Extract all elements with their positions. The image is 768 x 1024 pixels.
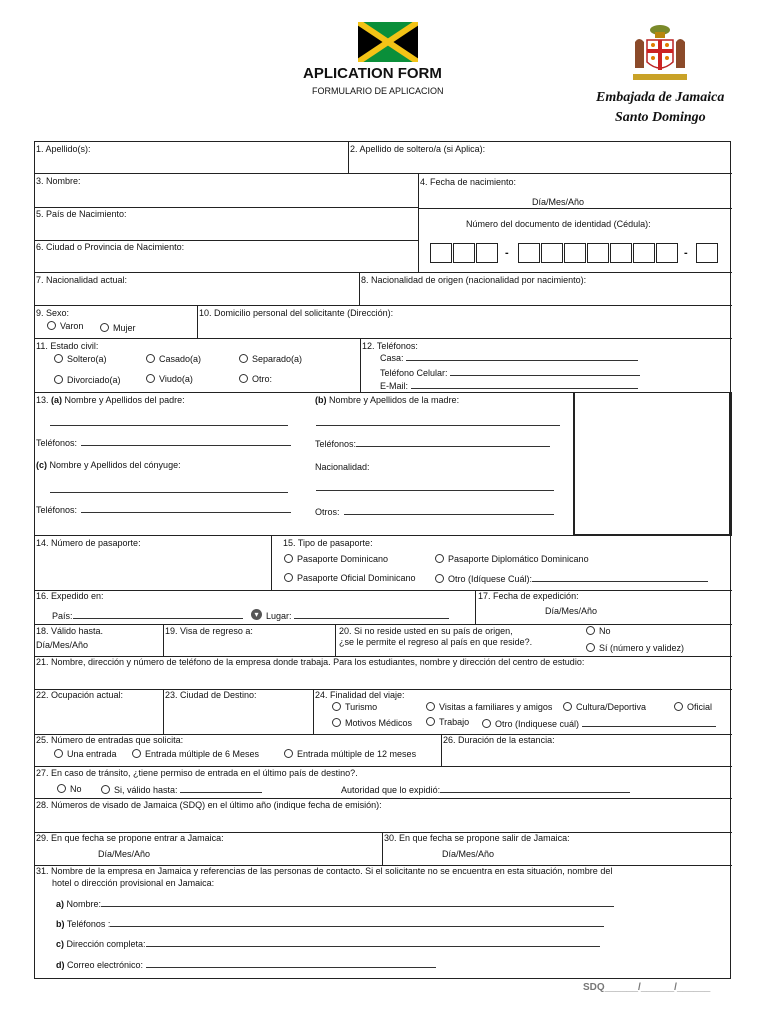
sex-option-mujer[interactable]: Mujer: [100, 323, 136, 333]
field-15-label: 15. Tipo de pasaporte:: [283, 538, 373, 548]
field-21-label: 21. Nombre, dirección y número de teléfono de la empresa donde trabaja. Para los estudiantes, nombre y dirección del centro de estudio:: [36, 657, 585, 667]
radio-icon[interactable]: [54, 354, 63, 363]
entries-6-meses[interactable]: Entrada múltiple de 6 Meses: [132, 749, 259, 759]
jamaica-flag-icon: [358, 22, 418, 62]
id-digit-box[interactable]: [564, 243, 586, 263]
radio-icon[interactable]: [47, 321, 56, 330]
radio-icon[interactable]: [54, 375, 63, 384]
contact-address[interactable]: c) Dirección completa:: [56, 938, 600, 949]
field-13a-label: 13. (a) Nombre y Apellidos del padre:: [36, 395, 185, 405]
radio-icon[interactable]: [239, 374, 248, 383]
radio-icon[interactable]: [426, 702, 435, 711]
field-4-hint: Día/Mes/Año: [532, 197, 585, 207]
father-name-line[interactable]: [50, 425, 288, 426]
field-5-label: 5. País de Nacimiento:: [36, 209, 127, 219]
purpose-otro[interactable]: Otro (Indiquese cuál): [482, 718, 716, 729]
passport-option-oficial[interactable]: Pasaporte Oficial Dominicano: [284, 573, 416, 583]
purpose-oficial[interactable]: Oficial: [674, 702, 712, 712]
mother-phone[interactable]: Teléfonos:: [315, 438, 550, 449]
field-20-line1: 20. Si no reside usted en su país de origen,: [339, 626, 513, 636]
field-10-label: 10. Domicilio personal del solicitante (Dirección):: [199, 308, 394, 318]
passport-option-diplomatico[interactable]: Pasaporte Diplomático Dominicano: [435, 554, 589, 564]
field-20-line2: ¿se le permite el regreso al país en que reside?.: [339, 637, 533, 647]
radio-icon[interactable]: [586, 626, 595, 635]
field-13c-label: (c) Nombre y Apellidos del cónyuge:: [36, 460, 181, 470]
radio-icon[interactable]: [239, 354, 248, 363]
field-2-label: 2. Apellido de soltero/a (si Aplica):: [350, 144, 486, 154]
civil-option-soltero[interactable]: Soltero(a): [54, 354, 107, 364]
radio-icon[interactable]: [435, 574, 444, 583]
purpose-visitas[interactable]: Visitas a familiares y amigos: [426, 702, 552, 712]
purpose-cultura[interactable]: Cultura/Deportiva: [563, 702, 646, 712]
field-29-label: 29. En que fecha se propone entrar a Jamaica:: [36, 833, 224, 843]
field-31-line2: hotel o dirección provisional en Jamaica:: [52, 878, 215, 888]
radio-icon[interactable]: [54, 749, 63, 758]
field-18-label: 18. Válido hasta.: [36, 626, 104, 636]
others-field[interactable]: Otros:: [315, 506, 554, 517]
radio-icon[interactable]: [146, 374, 155, 383]
mother-name-line[interactable]: [316, 425, 560, 426]
id-digit-box[interactable]: [633, 243, 655, 263]
id-dash: -: [505, 247, 509, 259]
field-7-label: 7. Nacionalidad actual:: [36, 275, 128, 285]
field-27-label: 27. En caso de tránsito, ¿tiene permiso de entrada en el último país de destino?.: [36, 768, 358, 778]
radio-icon[interactable]: [284, 554, 293, 563]
field-9-label: 9. Sexo:: [36, 308, 70, 318]
radio-icon[interactable]: [100, 323, 109, 332]
radio-icon[interactable]: [435, 554, 444, 563]
field-24-label: 24. Finalidad del viaje:: [315, 690, 405, 700]
id-digit-box[interactable]: [453, 243, 475, 263]
transit-option-si[interactable]: Si, válido hasta:: [101, 784, 262, 795]
sex-option-varon[interactable]: Varon: [47, 321, 83, 331]
id-document-label: Número del documento de identidad (Cédula):: [466, 219, 651, 229]
passport-option-dominicano[interactable]: Pasaporte Dominicano: [284, 554, 388, 564]
phone-home[interactable]: Casa:: [380, 352, 638, 363]
spouse-name-line[interactable]: [50, 492, 288, 493]
return-option-no[interactable]: No: [586, 626, 611, 636]
field-11-label: 11. Estado civil:: [36, 341, 99, 351]
field-1-label: 1. Apellido(s):: [36, 144, 91, 154]
field-28-label: 28. Números de visado de Jamaica (SDQ) en el último año (indique fecha de emisión):: [36, 800, 382, 810]
radio-icon[interactable]: [101, 785, 110, 794]
father-phone[interactable]: Teléfonos:: [36, 437, 291, 448]
transit-option-no[interactable]: No: [57, 784, 82, 794]
field-23-label: 23. Ciudad de Destino:: [165, 690, 257, 700]
chevron-down-icon[interactable]: ▾: [251, 609, 262, 620]
field-25-label: 25. Número de entradas que solicita:: [36, 735, 184, 745]
radio-icon[interactable]: [332, 702, 341, 711]
transit-authority[interactable]: Autoridad que lo expidió:: [341, 784, 630, 795]
photo-box: [573, 392, 730, 535]
form-title: APLICATION FORM: [303, 65, 442, 82]
contact-name[interactable]: a) Nombre:: [56, 898, 614, 909]
email-field[interactable]: E-Mail:: [380, 380, 638, 391]
purpose-turismo[interactable]: Turismo: [332, 702, 377, 712]
field-3-label: 3. Nombre:: [36, 176, 81, 186]
civil-option-divorciado[interactable]: Divorciado(a): [54, 375, 121, 385]
coat-of-arms-icon: [627, 22, 693, 84]
civil-option-separado[interactable]: Separado(a): [239, 354, 302, 364]
radio-icon[interactable]: [563, 702, 572, 711]
field-6-label: 6. Ciudad o Provincia de Nacimiento:: [36, 242, 185, 252]
purpose-trabajo[interactable]: Trabajo: [426, 717, 469, 727]
field-12-label: 12. Teléfonos:: [362, 341, 418, 351]
sdq-reference: SDQ______/______/______: [583, 982, 711, 993]
field-17-label: 17. Fecha de expedición:: [478, 591, 579, 601]
id-digit-box[interactable]: [476, 243, 498, 263]
id-digit-box[interactable]: [430, 243, 452, 263]
issued-place[interactable]: Lugar:: [266, 610, 449, 621]
spouse-nationality-label: Nacionalidad:: [315, 462, 370, 472]
return-option-si[interactable]: Sí (número y validez): [586, 643, 684, 653]
radio-icon[interactable]: [426, 717, 435, 726]
id-digit-box[interactable]: [656, 243, 678, 263]
contact-email[interactable]: d) Correo electrónico:: [56, 959, 436, 970]
form-subtitle: FORMULARIO DE APLICACION: [312, 86, 444, 96]
field-30-hint: Día/Mes/Año: [442, 849, 495, 859]
passport-option-otro[interactable]: Otro (Idíquese Cuál):: [435, 573, 708, 584]
civil-option-casado[interactable]: Casado(a): [146, 354, 201, 364]
purpose-medicos[interactable]: Motivos Médicos: [332, 718, 412, 728]
field-14-label: 14. Número de pasaporte:: [36, 538, 141, 548]
civil-option-otro[interactable]: Otro:: [239, 374, 272, 384]
field-31-line1: 31. Nombre de la empresa en Jamaica y referencias de las personas de contacto. Si el solicitante no se encuentra en esta situación, nombre del: [36, 866, 613, 876]
entries-una[interactable]: Una entrada: [54, 749, 117, 759]
radio-icon[interactable]: [482, 719, 491, 728]
civil-option-viudo[interactable]: Viudo(a): [146, 374, 193, 384]
contact-phones[interactable]: b) Teléfonos :: [56, 918, 604, 929]
entries-12-meses[interactable]: Entrada múltiple de 12 meses: [284, 749, 416, 759]
nationality-line[interactable]: [316, 490, 554, 491]
id-digit-box[interactable]: [610, 243, 632, 263]
radio-icon[interactable]: [284, 749, 293, 758]
field-19-label: 19. Visa de regreso a:: [165, 626, 253, 636]
field-13b-label: (b) Nombre y Apellidos de la madre:: [315, 395, 460, 405]
radio-icon[interactable]: [146, 354, 155, 363]
spouse-phone[interactable]: Teléfonos:: [36, 504, 291, 515]
field-30-label: 30. En que fecha se propone salir de Jamaica:: [384, 833, 570, 843]
radio-icon[interactable]: [586, 643, 595, 652]
field-22-label: 22. Ocupación actual:: [36, 690, 124, 700]
field-8-label: 8. Nacionalidad de origen (nacionalidad por nacimiento):: [361, 275, 587, 285]
id-digit-box[interactable]: [518, 243, 540, 263]
field-26-label: 26. Duración de la estancia:: [443, 735, 555, 745]
id-digit-box[interactable]: [696, 243, 718, 263]
field-29-hint: Día/Mes/Año: [98, 849, 151, 859]
embassy-line-2: Santo Domingo: [615, 110, 706, 125]
radio-icon[interactable]: [284, 573, 293, 582]
radio-icon[interactable]: [57, 784, 66, 793]
radio-icon[interactable]: [332, 718, 341, 727]
radio-icon[interactable]: [674, 702, 683, 711]
field-4-label: 4. Fecha de nacimiento:: [420, 177, 517, 187]
id-digit-box[interactable]: [587, 243, 609, 263]
embassy-line-1: Embajada de Jamaica: [596, 90, 725, 105]
field-18-hint: Día/Mes/Año: [36, 640, 89, 650]
field-16-label: 16. Expedido en:: [36, 591, 104, 601]
id-dash: -: [684, 247, 688, 259]
issued-country[interactable]: País:: [52, 610, 243, 621]
id-digit-box[interactable]: [541, 243, 563, 263]
field-17-hint: Día/Mes/Año: [545, 606, 598, 616]
radio-icon[interactable]: [132, 749, 141, 758]
phone-mobile[interactable]: Teléfono Celular:: [380, 367, 640, 378]
